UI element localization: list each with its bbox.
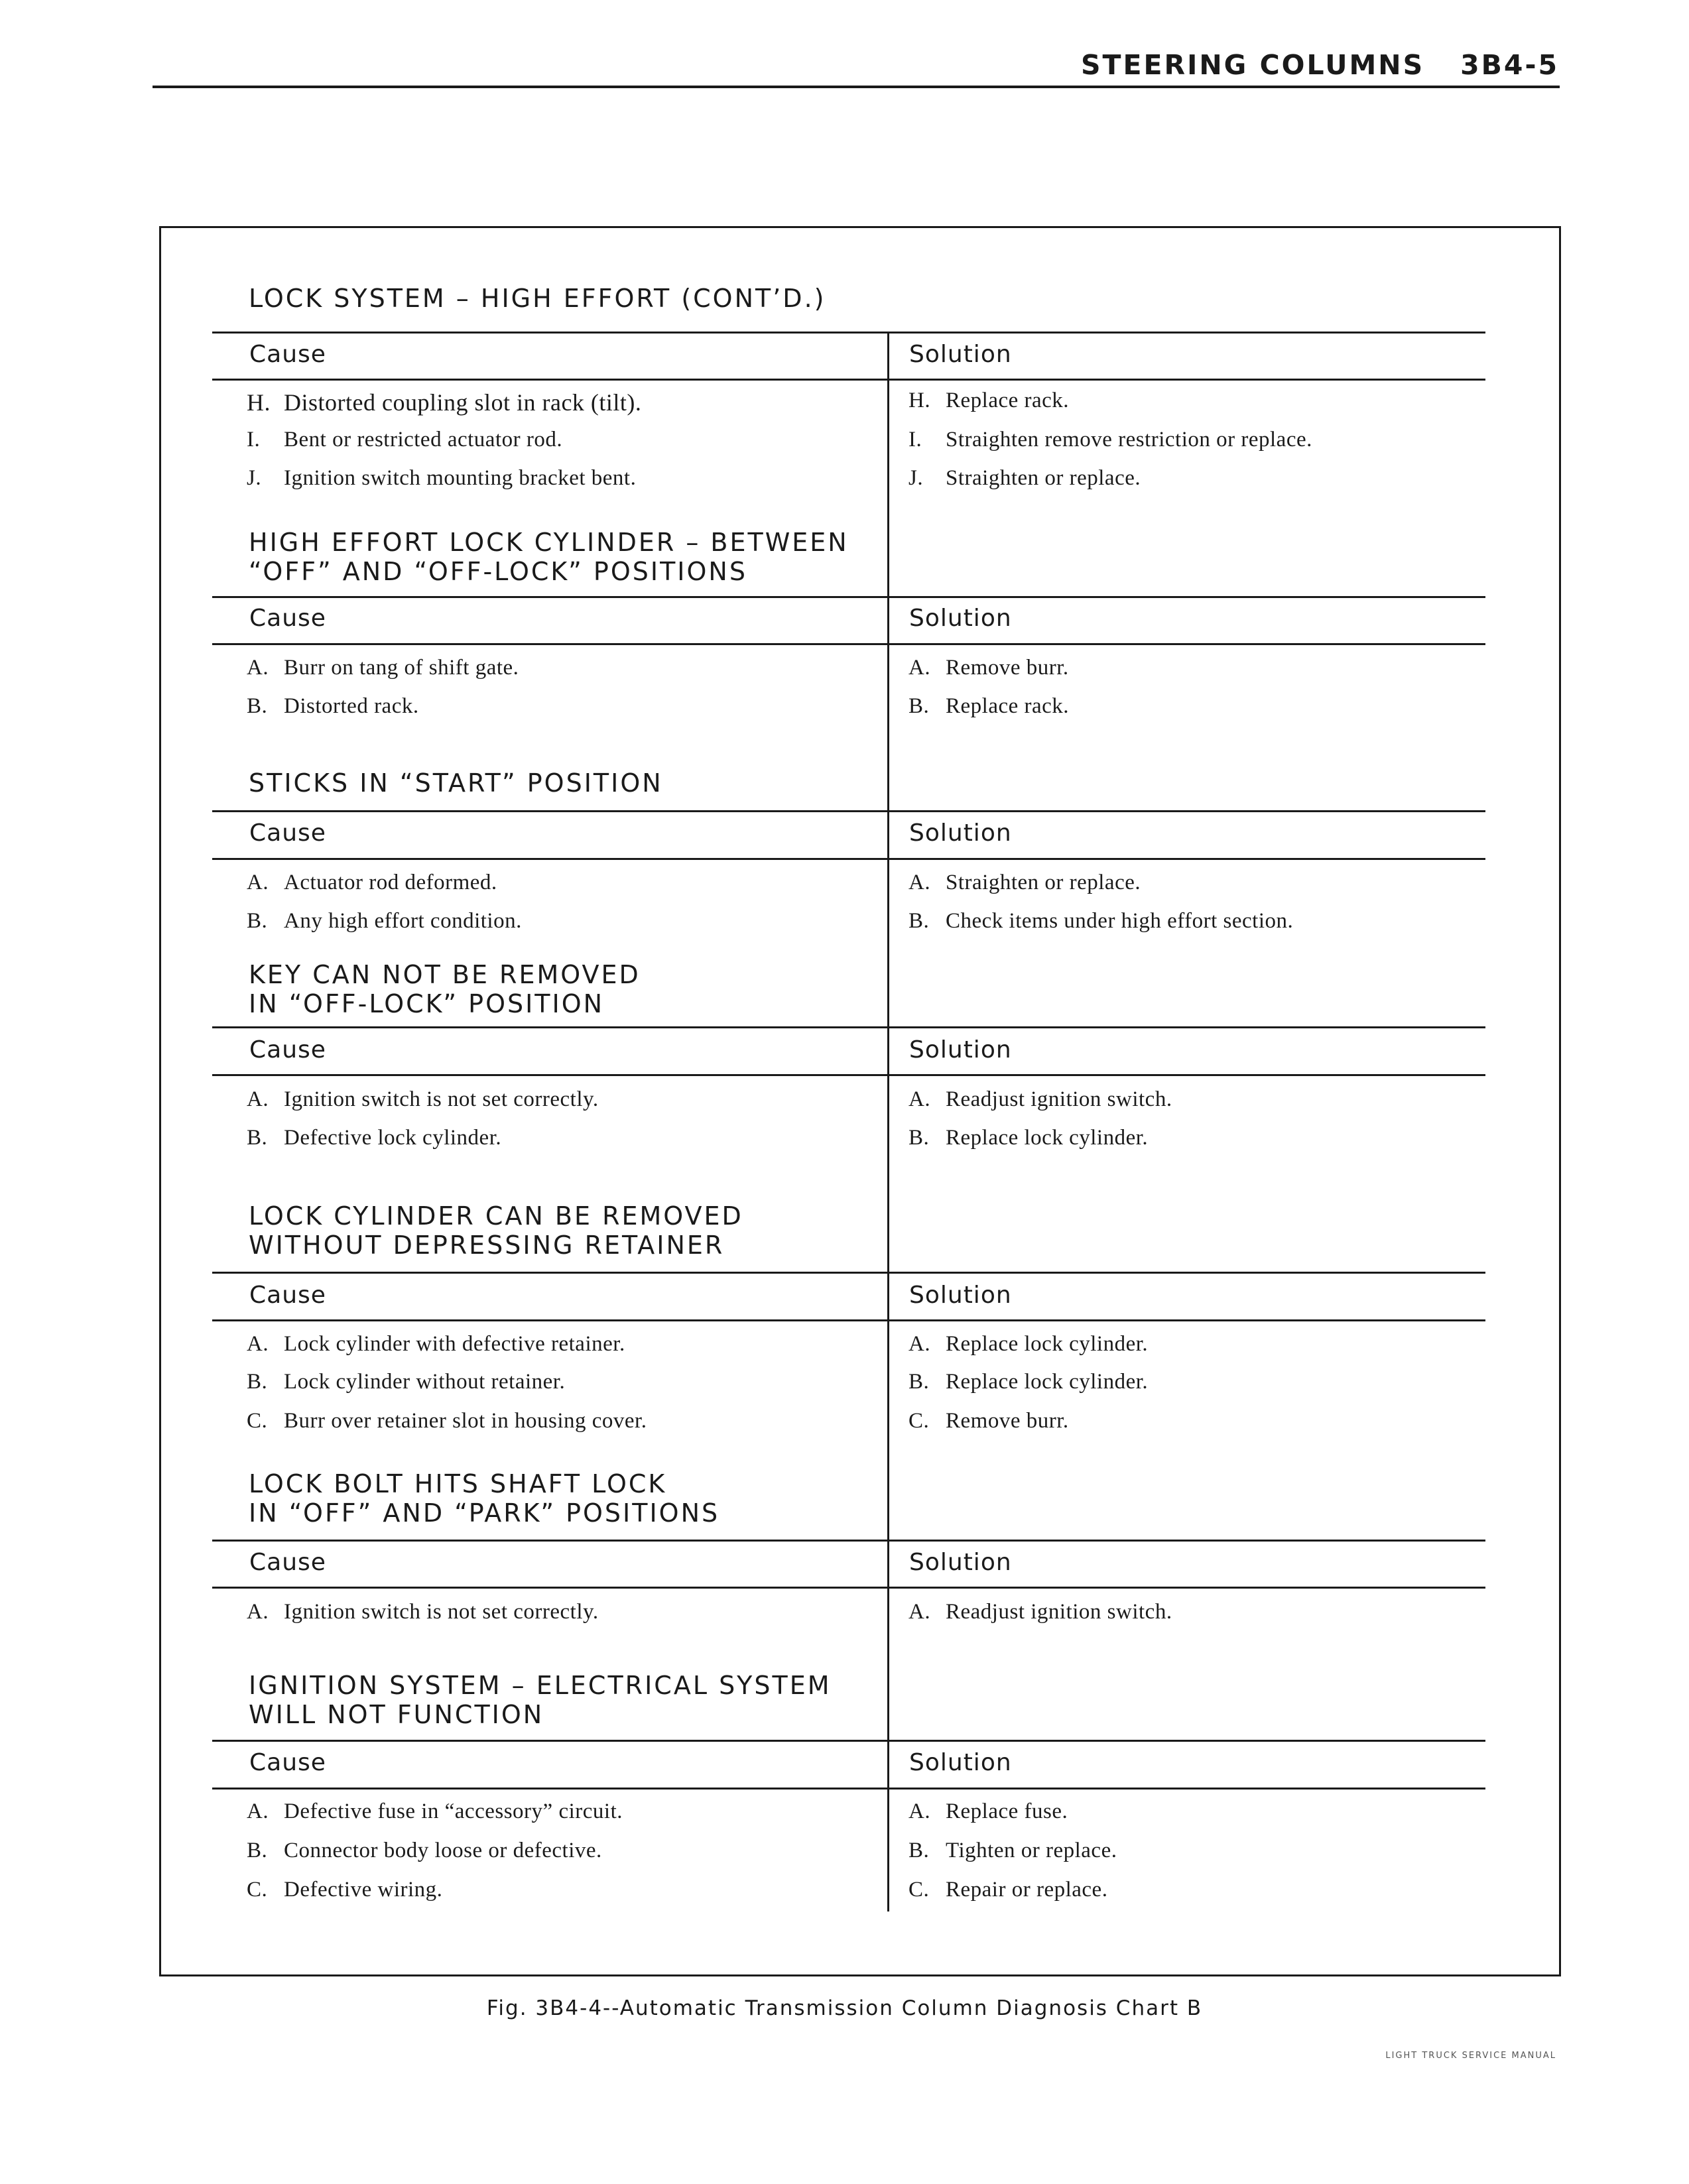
solution-header: Solution xyxy=(909,605,1012,632)
table-rule xyxy=(212,1788,1485,1790)
footer-text: LIGHT TRUCK SERVICE MANUAL xyxy=(1385,2051,1556,2061)
table-rule xyxy=(212,858,1485,860)
section-title-lock-cylinder-can-be-removed: LOCK CYLINDER CAN BE REMOVED WITHOUT DEPRESSING RETAINER xyxy=(249,1201,743,1260)
cause-item: A. Ignition switch is not set correctly. xyxy=(247,1087,599,1111)
section-title-sticks-in-start: STICKS IN “START” POSITION xyxy=(249,768,663,798)
page-number: 3B4-5 xyxy=(1460,49,1559,81)
table-rule xyxy=(212,1272,1485,1274)
solution-item: A. Replace lock cylinder. xyxy=(908,1332,1149,1356)
solution-item: A. Replace fuse. xyxy=(908,1799,1068,1823)
solution-item: B. Replace lock cylinder. xyxy=(908,1370,1149,1394)
solution-item: A. Remove burr. xyxy=(908,656,1069,680)
solution-header: Solution xyxy=(909,341,1012,368)
table-rule xyxy=(212,1740,1485,1742)
cause-item: B. Lock cylinder without retainer. xyxy=(247,1370,566,1394)
solution-item: A. Straighten or replace. xyxy=(908,871,1141,894)
table-rule xyxy=(212,1540,1485,1542)
table-rule xyxy=(212,1074,1485,1076)
cause-header: Cause xyxy=(249,1749,326,1776)
solution-item: C. Remove burr. xyxy=(908,1409,1069,1433)
solution-header: Solution xyxy=(909,1282,1012,1309)
cause-header: Cause xyxy=(249,1036,326,1063)
solution-header: Solution xyxy=(909,1549,1012,1576)
cause-item: B. Any high effort condition. xyxy=(247,909,522,933)
section-title-lock-bolt-hits-shaft-lock: LOCK BOLT HITS SHAFT LOCK IN “OFF” AND “PARK” POSITIONS xyxy=(249,1469,720,1528)
solution-item: A. Readjust ignition switch. xyxy=(908,1087,1172,1111)
cause-item: J. Ignition switch mounting bracket bent. xyxy=(247,466,637,490)
solution-item: B. Replace rack. xyxy=(908,694,1070,718)
cause-item: A. Burr on tang of shift gate. xyxy=(247,656,519,680)
cause-item: A. Ignition switch is not set correctly. xyxy=(247,1600,599,1624)
page-header xyxy=(1081,49,1559,81)
column-divider xyxy=(887,332,889,1911)
solution-header: Solution xyxy=(909,819,1012,847)
section-title: STEERING COLUMNS xyxy=(1081,49,1425,81)
cause-item: A. Lock cylinder with defective retainer. xyxy=(247,1332,625,1356)
section-title-ignition-system: IGNITION SYSTEM – ELECTRICAL SYSTEM WILL NOT FUNCTION xyxy=(249,1671,832,1729)
cause-header: Cause xyxy=(249,1549,326,1576)
cause-header: Cause xyxy=(249,605,326,632)
solution-item: C. Repair or replace. xyxy=(908,1878,1108,1902)
cause-item: I. Bent or restricted actuator rod. xyxy=(247,428,563,452)
cause-item: A. Actuator rod deformed. xyxy=(247,871,497,894)
cause-header: Cause xyxy=(249,341,326,368)
section-title-lock-system-high-effort: LOCK SYSTEM – HIGH EFFORT (CONT’D.) xyxy=(249,284,826,313)
solution-header: Solution xyxy=(909,1036,1012,1063)
cause-item: C. Defective wiring. xyxy=(247,1878,443,1902)
table-rule xyxy=(212,643,1485,645)
table-rule xyxy=(212,810,1485,812)
figure-caption: Fig. 3B4-4--Automatic Transmission Column Diagnosis Chart B xyxy=(486,1996,1203,2020)
cause-item: H. Distorted coupling slot in rack (tilt). xyxy=(247,389,642,416)
solution-item: B. Tighten or replace. xyxy=(908,1839,1117,1862)
table-rule xyxy=(212,1587,1485,1589)
solution-item: I. Straighten remove restriction or replace. xyxy=(908,428,1312,452)
table-rule xyxy=(212,1026,1485,1028)
cause-item: A. Defective fuse in “accessory” circuit. xyxy=(247,1799,623,1823)
cause-item: B. Connector body loose or defective. xyxy=(247,1839,602,1862)
table-rule xyxy=(212,596,1485,598)
cause-item: B. Defective lock cylinder. xyxy=(247,1126,502,1150)
cause-header: Cause xyxy=(249,1282,326,1309)
solution-item: B. Replace lock cylinder. xyxy=(908,1126,1149,1150)
cause-item: B. Distorted rack. xyxy=(247,694,419,718)
cause-item: C. Burr over retainer slot in housing cover. xyxy=(247,1409,647,1433)
solution-item: B. Check items under high effort section. xyxy=(908,909,1294,933)
section-title-high-effort-lock-cylinder: HIGH EFFORT LOCK CYLINDER – BETWEEN “OFF” AND “OFF-LOCK” POSITIONS xyxy=(249,528,849,586)
table-rule xyxy=(212,1319,1485,1321)
solution-item: J. Straighten or replace. xyxy=(908,466,1141,490)
section-title-key-can-not-be-removed: KEY CAN NOT BE REMOVED IN “OFF-LOCK” POSITION xyxy=(249,960,641,1018)
solution-item: H. Replace rack. xyxy=(908,389,1070,412)
cause-header: Cause xyxy=(249,819,326,847)
table-rule xyxy=(212,332,1485,334)
solution-item: A. Readjust ignition switch. xyxy=(908,1600,1172,1624)
table-rule xyxy=(212,379,1485,381)
solution-header: Solution xyxy=(909,1749,1012,1776)
header-rule xyxy=(153,86,1560,88)
